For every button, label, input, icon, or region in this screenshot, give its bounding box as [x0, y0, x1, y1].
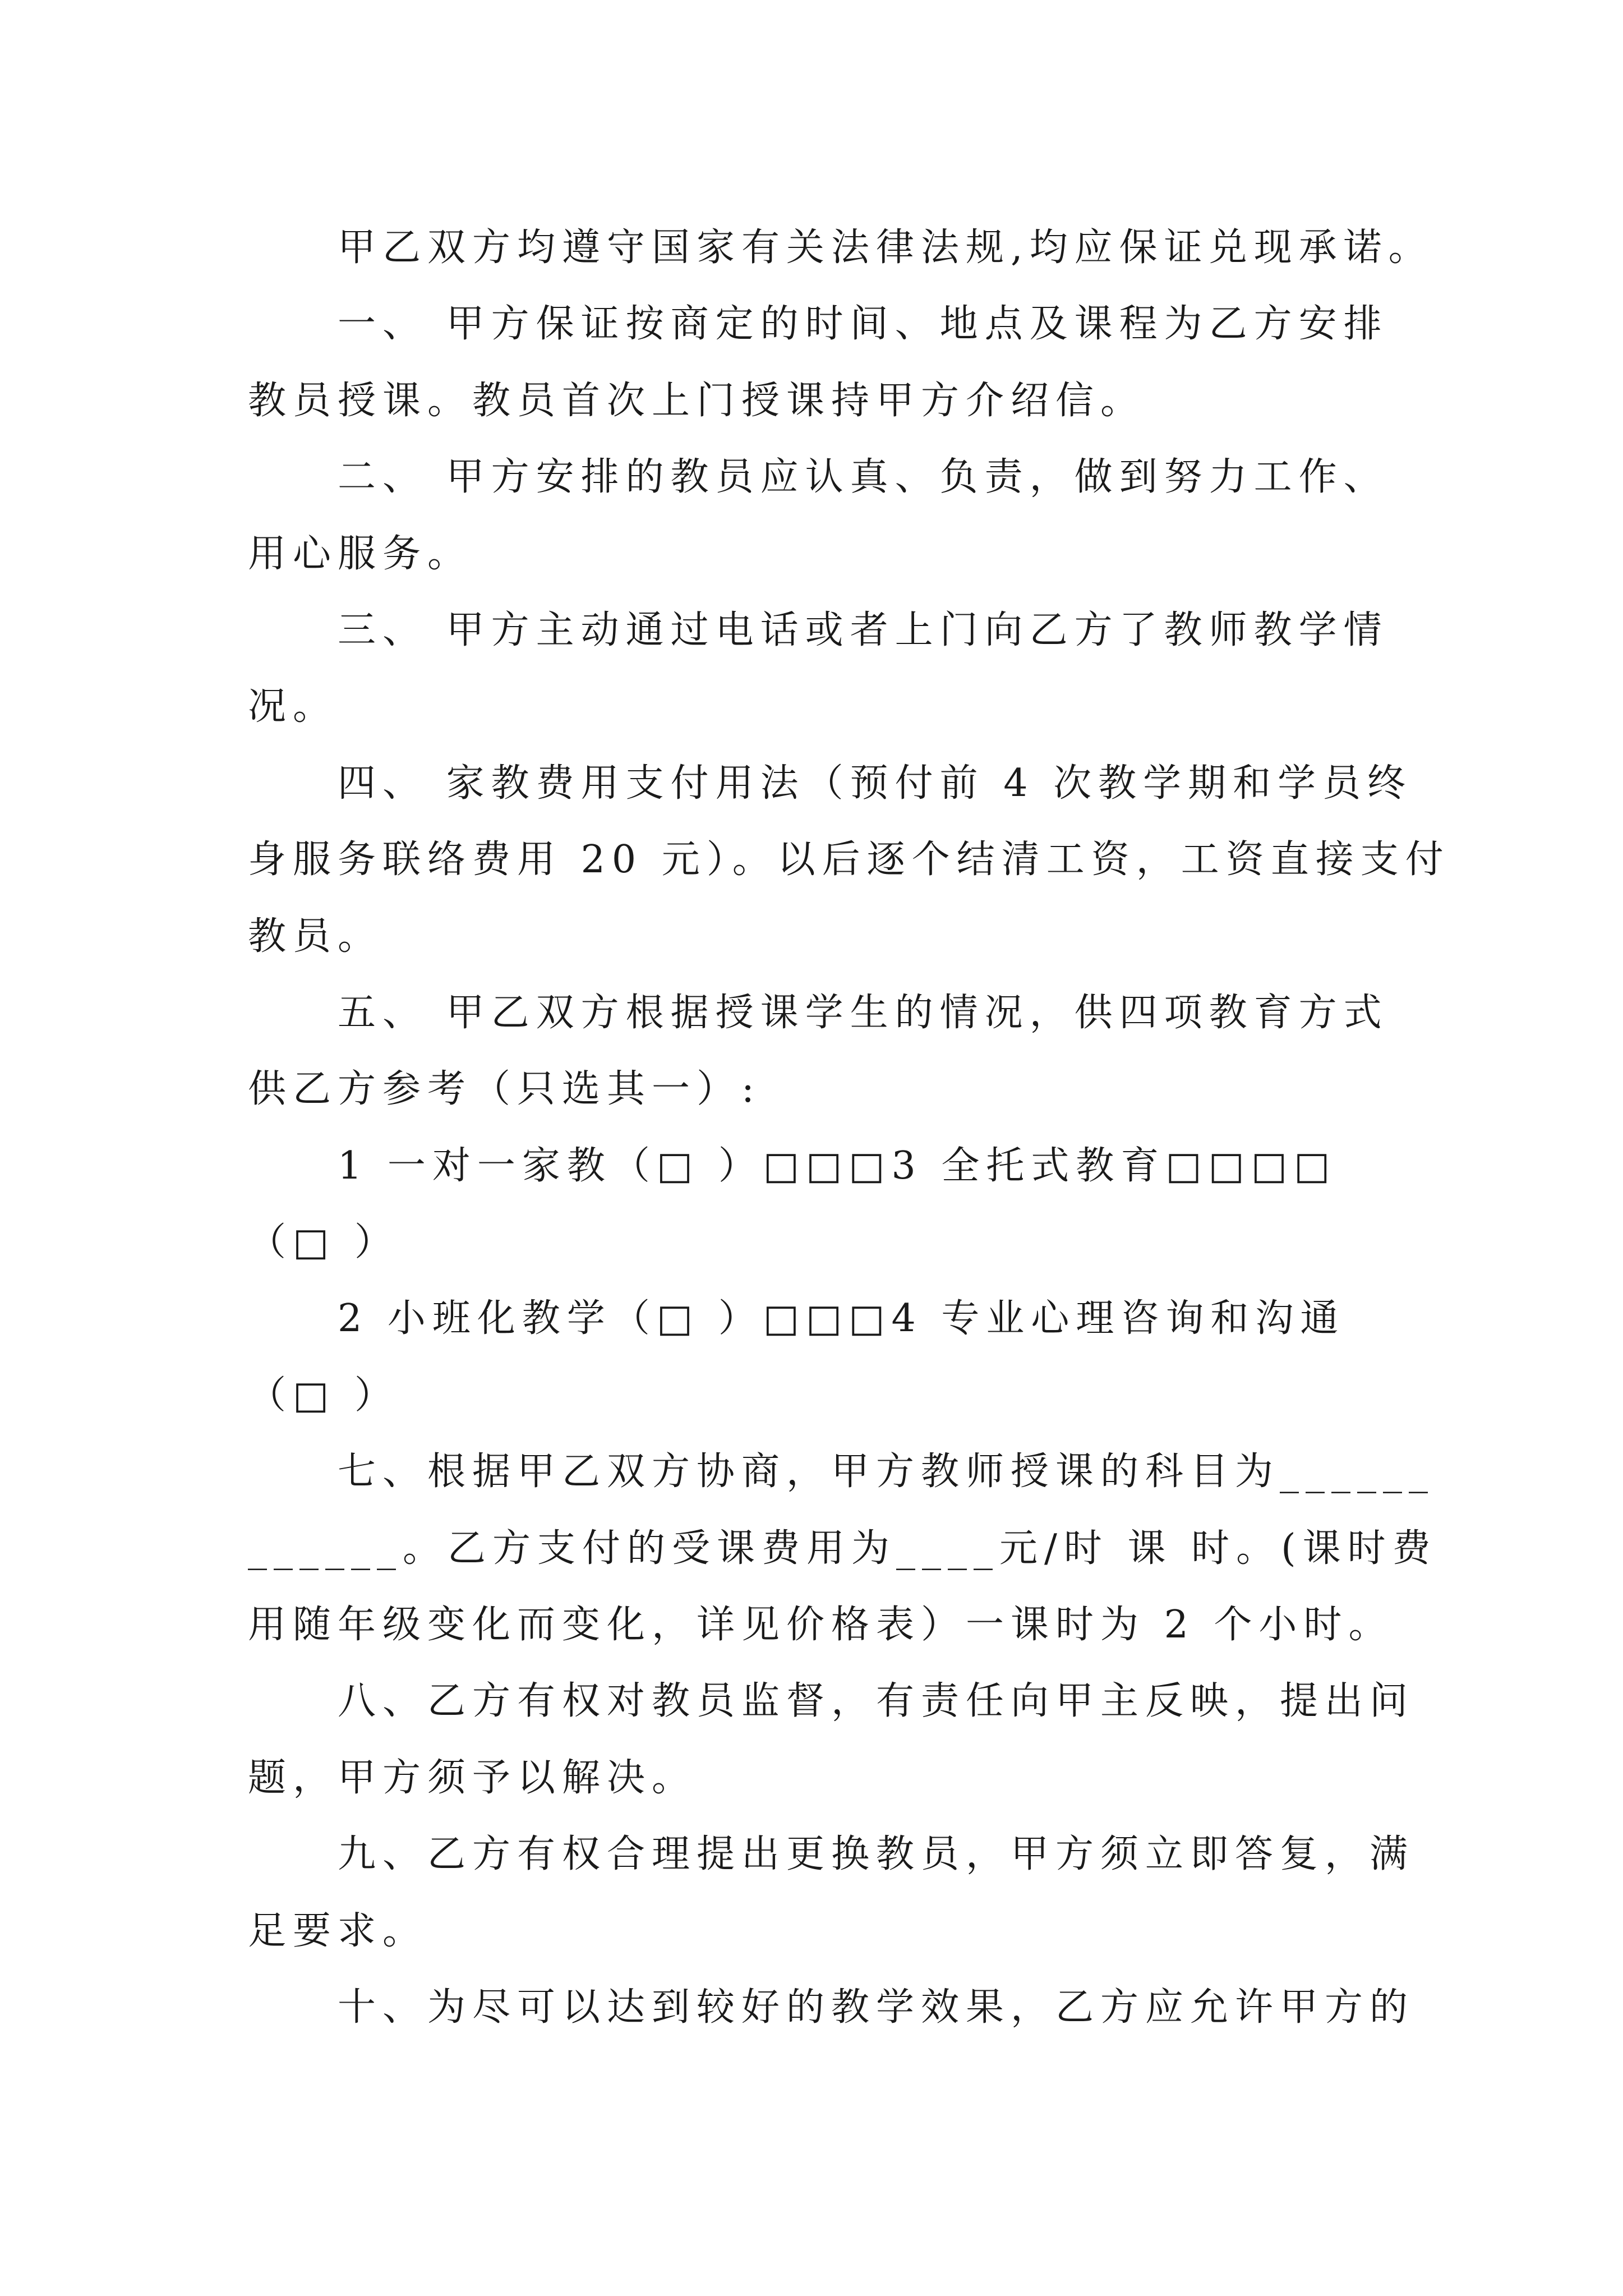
text-line: 题，甲方须予以解决。: [248, 1755, 697, 1800]
text-line: 况。: [248, 684, 338, 729]
text-line: ______。乙方支付的受课费用为____元/时 课 时。(课时费: [248, 1526, 1437, 1571]
text-line: 四、 家教费用支付用法（预付前 4 次教学期和学员终: [338, 761, 1413, 806]
text-line: 供乙方参考（只选其一）:: [248, 1067, 761, 1112]
text-line: 身服务联络费用 20 元）。以后逐个结清工资，工资直接支付: [248, 838, 1450, 882]
text-line: 1 一对一家教（□ ）□□□3 全托式教育□□□□: [338, 1143, 1337, 1188]
text-line: 九、乙方有权合理提出更换教员，甲方须立即答复，满: [338, 1832, 1415, 1877]
text-line: 2 小班化教学（□ ）□□□4 专业心理咨询和沟通: [338, 1296, 1345, 1341]
text-line: 用心服务。: [248, 531, 473, 576]
text-line: （□ ）: [248, 1220, 399, 1265]
text-line: 用随年级变化而变化，详见价格表）一课时为 2 个小时。: [248, 1603, 1394, 1648]
text-line: 教员授课。教员首次上门授课持甲方介绍信。: [248, 378, 1146, 423]
text-line: 一、 甲方保证按商定的时间、地点及课程为乙方安排: [338, 302, 1389, 347]
text-line: （□ ）: [248, 1373, 399, 1418]
document-body: [248, 210, 1450, 2046]
text-line: 十、为尽可以达到较好的教学效果，乙方应允许甲方的: [338, 1985, 1415, 2030]
text-line: 甲乙双方均遵守国家有关法律法规,均应保证兑现承诺。: [338, 226, 1433, 270]
text-line: 七、根据甲乙双方协商，甲方教师授课的科目为______: [338, 1450, 1435, 1494]
text-line: 八、乙方有权对教员监督，有责任向甲主反映，提出问: [338, 1679, 1415, 1724]
text-line: 二、 甲方安排的教员应认真、负责，做到努力工作、: [338, 455, 1389, 500]
text-line: 教员。: [248, 914, 383, 959]
text-line: 三、 甲方主动通过电话或者上门向乙方了教师教学情: [338, 608, 1389, 652]
text-line: 五、 甲乙双方根据授课学生的情况，供四项教育方式: [338, 990, 1389, 1035]
text-line: 足要求。: [248, 1908, 428, 1953]
